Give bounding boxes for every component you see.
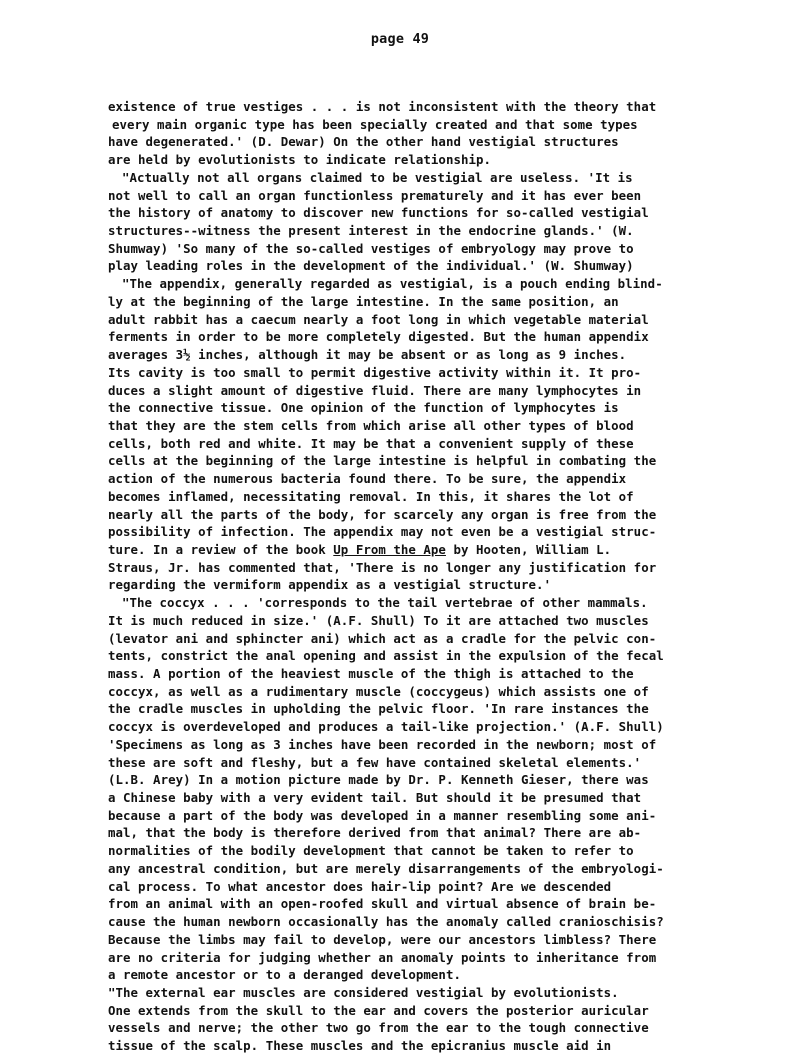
book-title: Up From the Ape [333, 541, 446, 557]
text-line-start: ture. In a review of the book [108, 541, 334, 557]
text-line: "Actually not all organs claimed to be vestigial are useless. 'It is [122, 169, 633, 185]
body-text [108, 98, 768, 1055]
text-line: have degenerated.' (D. Dewar) On the other hand vestigial structures [108, 134, 619, 150]
text-line: cells at the beginning of the large intestine is helpful in combating the [108, 453, 657, 469]
text-line: a remote ancestor or to a deranged development. [108, 967, 461, 983]
text-line: tissue of the scalp. These muscles and the epicranius muscle aid in [108, 1038, 612, 1054]
text-line: ly at the beginning of the large intestine. In the same position, an [108, 293, 619, 309]
text-line [108, 541, 768, 559]
text-line: existence of true vestiges . . . is not inconsistent with the theory that [108, 99, 657, 114]
text-line: cells, both red and white. It may be that a convenient supply of these [108, 435, 634, 451]
text-line: that they are the stem cells from which arise all other types of blood [108, 417, 634, 433]
text-line: every main organic type has been specially created and that some types [112, 116, 638, 132]
text-line: these are soft and fleshy, but a few have contained skeletal elements.' [108, 754, 642, 770]
text-line: are held by evolutionists to indicate relationship. [108, 152, 491, 168]
text-line: Because the limbs may fail to develop, were our ancestors limbless? There [108, 931, 657, 947]
text-line: are no criteria for judging whether an anomaly points to inheritance from [108, 949, 657, 965]
text-line: Straus, Jr. has commented that, 'There is no longer any justification for [108, 559, 657, 575]
text-line-end: by Hooten, William L. [445, 541, 612, 557]
text-line: vessels and nerve; the other two go from the ear to the tough connective [108, 1020, 649, 1036]
text-line: "The coccyx . . . 'corresponds to the tail vertebrae of other mammals. [122, 595, 648, 611]
text-line: action of the numerous bacteria found there. To be sure, the appendix [108, 471, 627, 487]
text-line: "The appendix, generally regarded as vestigial, is a pouch ending blind- [122, 276, 663, 292]
text-line: tents, constrict the anal opening and assist in the expulsion of the fecal [108, 648, 664, 664]
text-line: mal, that the body is therefore derived from that animal? There are ab- [108, 825, 642, 841]
text-line: adult rabbit has a caecum nearly a foot long in which vegetable material [108, 311, 649, 327]
text-line: regarding the vermiform appendix as a vestigial structure.' [108, 577, 552, 593]
text-line: any ancestral condition, but are merely disarrangements of the embryologi- [108, 860, 664, 876]
text-line: coccyx is overdeveloped and produces a tail-like projection.' (A.F. Shull) [108, 719, 664, 735]
text-line: cal process. To what ancestor does hair-lip point? Are we descended [108, 878, 612, 894]
text-line: mass. A portion of the heaviest muscle of the thigh is attached to the [108, 666, 634, 681]
text-line: the cradle muscles in upholding the pelvic floor. 'In rare instances the [108, 701, 649, 717]
text-line: nearly all the parts of the body, for scarcely any organ is free from the [108, 506, 657, 522]
text-line: Shumway) 'So many of the so-called vestiges of embryology may prove to [108, 240, 634, 256]
text-line: not well to call an organ functionless prematurely and it has ever been [108, 187, 642, 203]
text-line: possibility of infection. The appendix may not even be a vestigial struc- [108, 524, 657, 540]
text-line: (L.B. Arey) In a motion picture made by Dr. P. Kenneth Gieser, there was [108, 772, 649, 788]
text-line: duces a slight amount of digestive fluid. There are many lymphocytes in [108, 382, 642, 398]
text-line: It is much reduced in size.' (A.F. Shull) To it are attached two muscles [108, 612, 649, 628]
text-line: normalities of the bodily development that cannot be taken to refer to [108, 843, 634, 859]
text-line: Its cavity is too small to permit digestive activity within it. It pro- [108, 364, 642, 380]
text-line: One extends from the skull to the ear and covers the posterior auricular [108, 1002, 649, 1018]
text-line: because a part of the body was developed in a manner resembling some ani- [108, 807, 657, 823]
text-line: averages 3½ inches, although it may be absent or as long as 9 inches. [108, 347, 627, 363]
text-line: "The external ear muscles are considered vestigial by evolutionists. [108, 984, 619, 1000]
text-line: becomes inflamed, necessitating removal. In this, it shares the lot of [108, 488, 634, 504]
text-line: (levator ani and sphincter ani) which act as a cradle for the pelvic con- [108, 630, 657, 646]
text-line: cause the human newborn occasionally has the anomaly called cranioschisis? [108, 914, 664, 930]
text-line: play leading roles in the development of the individual.' (W. Shumway) [108, 258, 634, 274]
page-number: page 49 [370, 31, 430, 47]
text-line: the history of anatomy to discover new functions for so-called vestigial [108, 205, 649, 221]
text-line: a Chinese baby with a very evident tail. But should it be presumed that [108, 790, 642, 806]
text-line: the connective tissue. One opinion of the function of lymphocytes is [108, 400, 619, 416]
text-line: 'Specimens as long as 3 inches have been recorded in the newborn; most of [108, 736, 657, 752]
text-line: structures--witness the present interest in the endocrine glands.' (W. [108, 223, 634, 239]
text-line: coccyx, as well as a rudimentary muscle (coccygeus) which assists one of [108, 683, 649, 699]
text-line: from an animal with an open-roofed skull and virtual absence of brain be- [108, 896, 657, 912]
text-line: ferments in order to be more completely digested. But the human appendix [108, 329, 649, 345]
